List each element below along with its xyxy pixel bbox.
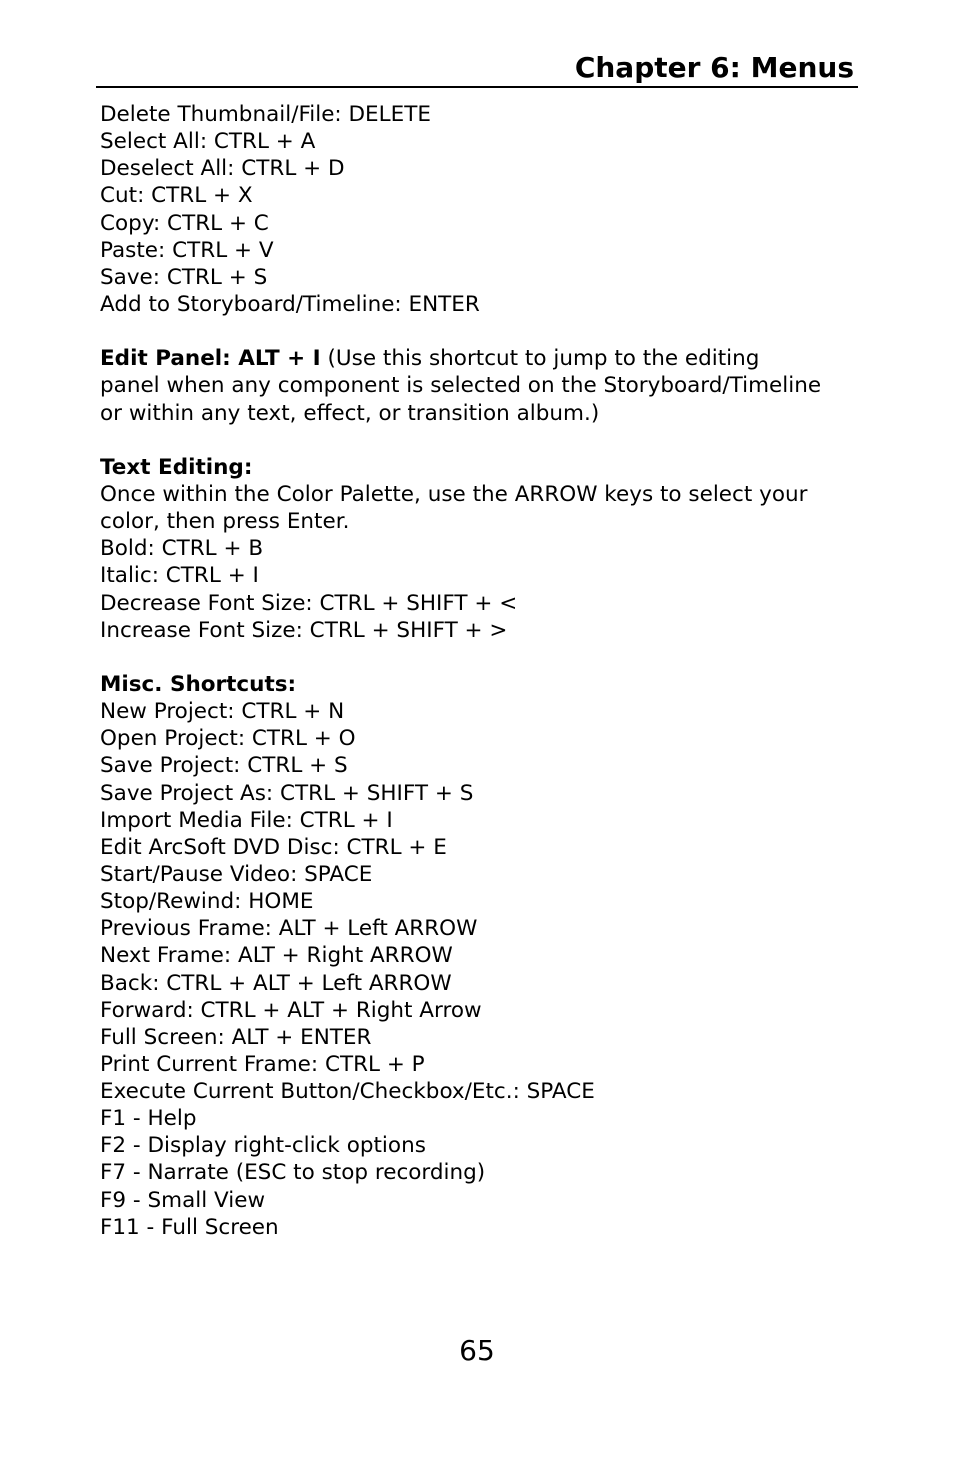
shortcut-line: Save Project As: CTRL + SHIFT + S: [100, 780, 474, 806]
edit-panel-line: or within any text, effect, or transition album.): [100, 400, 600, 426]
shortcut-line: Decrease Font Size: CTRL + SHIFT + <: [100, 590, 518, 616]
edit-panel-text: (Use this shortcut to jump to the editing: [320, 346, 760, 372]
text-editing-intro: Once within the Color Palette, use the ARROW keys to select your: [100, 481, 808, 507]
paragraph-gap: [100, 318, 860, 345]
shortcut-line: Deselect All: CTRL + D: [100, 156, 345, 182]
shortcut-line: Back: CTRL + ALT + Left ARROW: [100, 970, 452, 996]
shortcut-line: F2 - Display right-click options: [100, 1133, 426, 1159]
text-editing-intro: color, then press Enter.: [100, 509, 350, 535]
page-content: [100, 101, 860, 1241]
shortcut-line: Cut: CTRL + X: [100, 183, 253, 209]
shortcut-line: Print Current Frame: CTRL + P: [100, 1051, 425, 1077]
shortcut-line: Edit ArcSoft DVD Disc: CTRL + E: [100, 834, 447, 860]
shortcut-line: Copy: CTRL + C: [100, 210, 269, 236]
shortcut-line: F11 - Full Screen: [100, 1214, 279, 1240]
paragraph-gap: [100, 427, 860, 454]
edit-panel-heading: Edit Panel: ALT + I: [100, 346, 321, 372]
text-editing-heading: Text Editing:: [100, 454, 253, 480]
shortcut-line: New Project: CTRL + N: [100, 699, 345, 725]
shortcut-line: Forward: CTRL + ALT + Right Arrow: [100, 997, 482, 1023]
misc-shortcuts-section: [100, 671, 860, 1241]
shortcut-line: Save: CTRL + S: [100, 264, 268, 290]
chapter-title: Chapter 6: Menus: [574, 51, 854, 84]
shortcut-line: Increase Font Size: CTRL + SHIFT + >: [100, 617, 508, 643]
shortcut-line: Next Frame: ALT + Right ARROW: [100, 943, 453, 969]
shortcut-line: Add to Storyboard/Timeline: ENTER: [100, 291, 480, 317]
page-header: [96, 48, 858, 88]
shortcut-line: Delete Thumbnail/File: DELETE: [100, 102, 431, 127]
shortcut-line: F7 - Narrate (ESC to stop recording): [100, 1160, 486, 1186]
shortcut-line: Execute Current Button/Checkbox/Etc.: SPACE: [100, 1079, 595, 1105]
shortcut-line: Paste: CTRL + V: [100, 237, 274, 263]
edit-panel-paragraph: [100, 345, 860, 426]
shortcut-line: F9 - Small View: [100, 1187, 266, 1213]
shortcut-list-general: [100, 101, 860, 318]
shortcut-line: Previous Frame: ALT + Left ARROW: [100, 916, 478, 942]
text-editing-section: [100, 454, 860, 644]
shortcut-line: Open Project: CTRL + O: [100, 726, 356, 752]
shortcut-line: Import Media File: CTRL + I: [100, 807, 393, 833]
edit-panel-line: panel when any component is selected on the Storyboard/Timeline: [100, 373, 822, 399]
edit-panel-line: [100, 345, 860, 372]
shortcut-line: Save Project: CTRL + S: [100, 753, 348, 779]
shortcut-line: Stop/Rewind: HOME: [100, 889, 314, 915]
shortcut-line: Italic: CTRL + I: [100, 563, 259, 589]
paragraph-gap: [100, 644, 860, 671]
misc-shortcuts-heading: Misc. Shortcuts:: [100, 671, 297, 697]
shortcut-line: Start/Pause Video: SPACE: [100, 861, 373, 887]
shortcut-line: Full Screen: ALT + ENTER: [100, 1024, 372, 1050]
shortcut-line: Bold: CTRL + B: [100, 536, 264, 562]
shortcut-line: F1 - Help: [100, 1106, 197, 1132]
shortcut-line: Select All: CTRL + A: [100, 129, 316, 155]
page-number: 65: [459, 1334, 495, 1367]
